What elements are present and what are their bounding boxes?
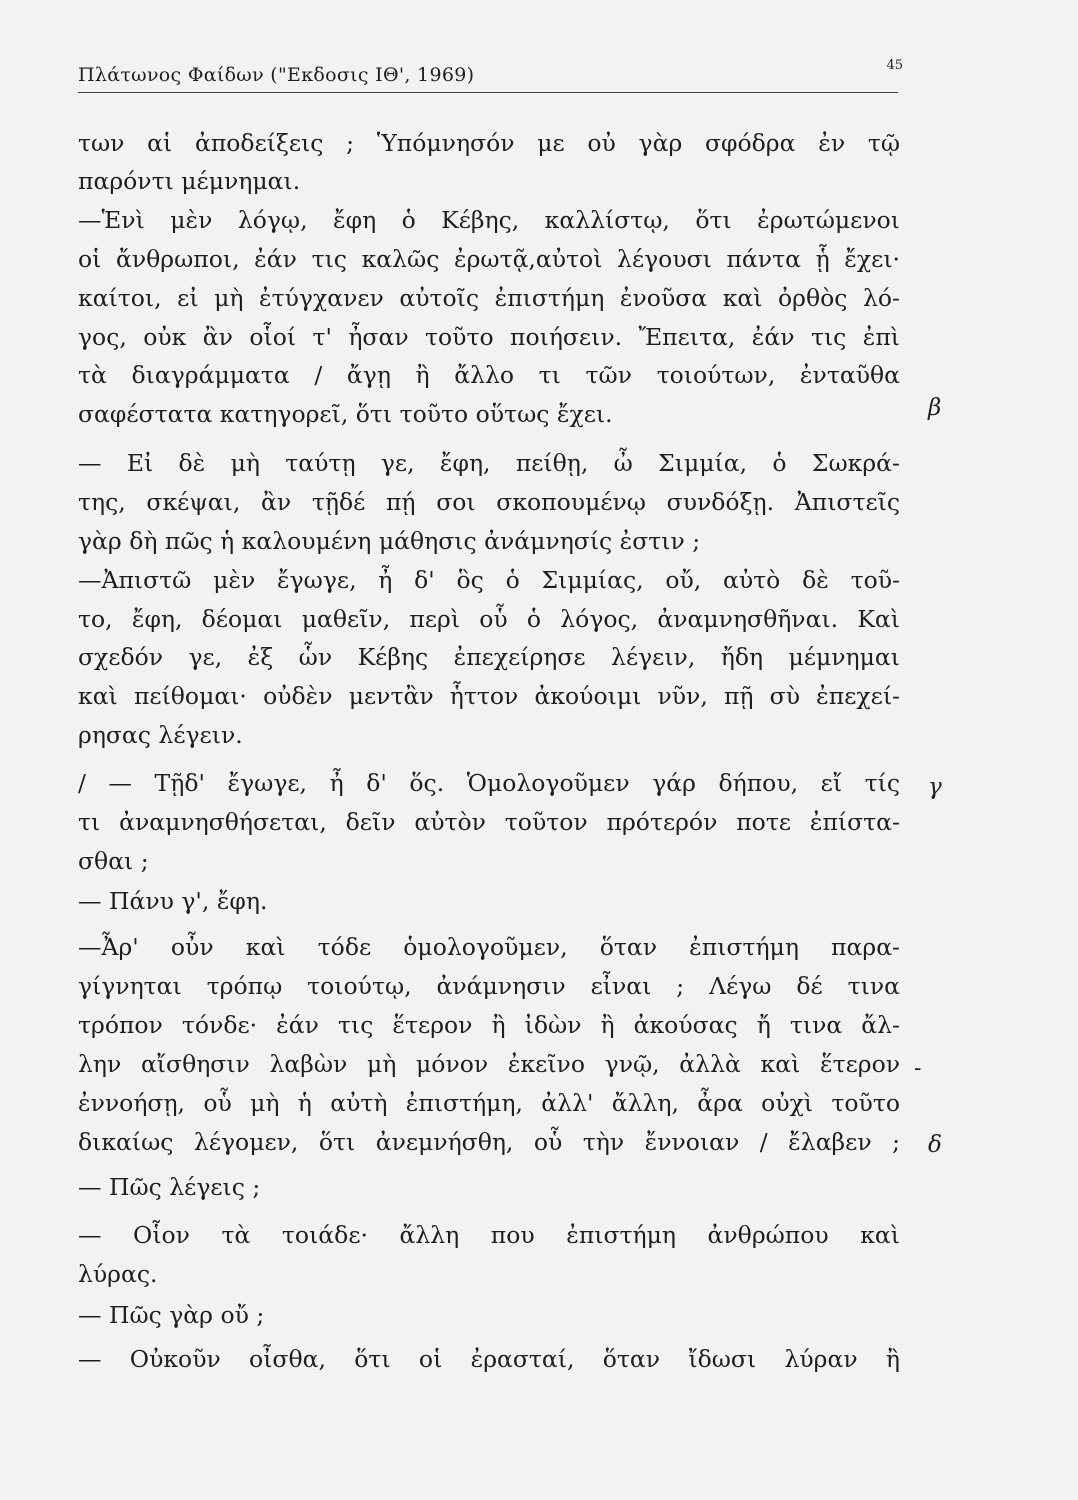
text-line: — Πάνυ γ', ἔφη.	[78, 887, 268, 915]
page-number: 45	[886, 58, 903, 73]
text-line: — Πῶς γὰρ οὔ ;	[78, 1301, 265, 1329]
text-line: τὰ διαγράμματα / ἄγῃ ἢ ἄλλο τι τῶν τοιούτων, ἐνταῦθα	[78, 361, 900, 389]
text-line: σαφέστατα κατηγορεῖ, ὅτι τοῦτο οὕτως ἔχει.	[78, 400, 613, 428]
text-line: καὶ πείθομαι· οὐδὲν μεντἂν ἧττον ἀκούοιμι νῦν, πῇ σὺ ἐπεχεί-	[78, 682, 900, 710]
margin-section-delta: δ	[928, 1132, 942, 1158]
margin-section-gamma: γ	[928, 774, 942, 800]
text-line: δικαίως λέγομεν, ὅτι ἀνεμνήσθη, οὗ τὴν ἔννοιαν / ἔλαβεν ;	[78, 1128, 900, 1156]
text-line: / — Τῇδ' ἔγωγε, ἦ δ' ὅς. Ὁμολογοῦμεν γάρ δήπου, εἴ τίς	[78, 769, 900, 797]
text-line: καίτοι, εἰ μὴ ἐτύγχανεν αὐτοῖς ἐπιστήμη ἐνοῦσα καὶ ὀρθὸς λό-	[78, 284, 900, 312]
text-line: της, σκέψαι, ἂν τῇδέ πῄ σοι σκοπουμένῳ συνδόξῃ. Ἀπιστεῖς	[78, 488, 900, 516]
text-line: ρησας λέγειν.	[78, 721, 243, 749]
text-line: — Οἷον τὰ τοιάδε· ἄλλη που ἐπιστήμη ἀνθρώπου καὶ	[78, 1221, 900, 1249]
text-line: —Ἀπιστῶ μὲν ἔγωγε, ἦ δ' ὃς ὁ Σιμμίας, οὔ, αὐτὸ δὲ τοῦ-	[78, 566, 900, 594]
text-line: λύρας.	[78, 1260, 158, 1288]
text-line: οἱ ἄνθρωποι, ἐάν τις καλῶς ἐρωτᾷ,αὐτοὶ λέγουσι πάντα ᾗ ἔχει·	[78, 245, 900, 273]
text-line: —Ἆρ' οὖν καὶ τόδε ὁμολογοῦμεν, ὅταν ἐπιστήμη παρα-	[78, 933, 900, 961]
text-line: σθαι ;	[78, 847, 149, 875]
margin-section-beta: β	[928, 395, 942, 421]
text-line: των αἱ ἀποδείξεις ; Ὑπόμνησόν με οὐ γὰρ σφόδρα ἐν τῷ	[78, 129, 900, 157]
text-line: παρόντι μέμνημαι.	[78, 167, 301, 195]
text-line: —Ἑνὶ μὲν λόγῳ, ἔφη ὁ Κέβης, καλλίστῳ, ὅτι ἐρωτώμενοι	[78, 206, 900, 234]
text-line: ἐννοήσῃ, οὗ μὴ ἡ αὐτὴ ἐπιστήμη, ἀλλ' ἄλλη, ἆρα οὐχὶ τοῦτο	[78, 1089, 900, 1117]
text-line: λην αἴσθησιν λαβὼν μὴ μόνον ἐκεῖνο γνῷ, ἀλλὰ καὶ ἕτερον	[78, 1050, 900, 1078]
text-line: σχεδόν γε, ἐξ ὧν Κέβης ἐπεχείρησε λέγειν, ἤδη μέμνημαι	[78, 643, 900, 671]
text-line: — Πῶς λέγεις ;	[78, 1173, 261, 1201]
text-line: γὰρ δὴ πῶς ἡ καλουμένη μάθησις ἀνάμνησίς ἐστιν ;	[78, 527, 701, 555]
margin-dash: -	[914, 1056, 922, 1081]
text-line: τι ἀναμνησθήσεται, δεῖν αὐτὸν τοῦτον πρότερόν ποτε ἐπίστα-	[78, 808, 900, 836]
text-line: τρόπον τόνδε· ἐάν τις ἕτερον ἢ ἰδὼν ἢ ἀκούσας ἤ τινα ἄλ-	[78, 1011, 900, 1039]
header-title: Πλάτωνος Φαίδων ("Εκδοσις ΙΘ', 1969)	[78, 64, 475, 86]
text-line: — Εἰ δὲ μὴ ταύτῃ γε, ἔφη, πείθῃ, ὦ Σιμμία, ὁ Σωκρά-	[78, 449, 900, 477]
text-line: το, ἔφη, δέομαι μαθεῖν, περὶ οὗ ὁ λόγος, ἀναμνησθῆναι. Καὶ	[78, 605, 900, 633]
text-line: γίγνηται τρόπῳ τοιούτῳ, ἀνάμνησιν εἶναι ; Λέγω δέ τινα	[78, 972, 900, 1000]
header-rule	[78, 92, 898, 93]
text-line: — Οὐκοῦν οἶσθα, ὅτι οἱ ἐρασταί, ὅταν ἴδωσι λύραν ἢ	[78, 1345, 900, 1373]
text-line: γος, οὐκ ἂν οἷοί τ' ἦσαν τοῦτο ποιήσειν. Ἔπειτα, ἐάν τις ἐπὶ	[78, 323, 900, 351]
running-header	[78, 58, 903, 92]
